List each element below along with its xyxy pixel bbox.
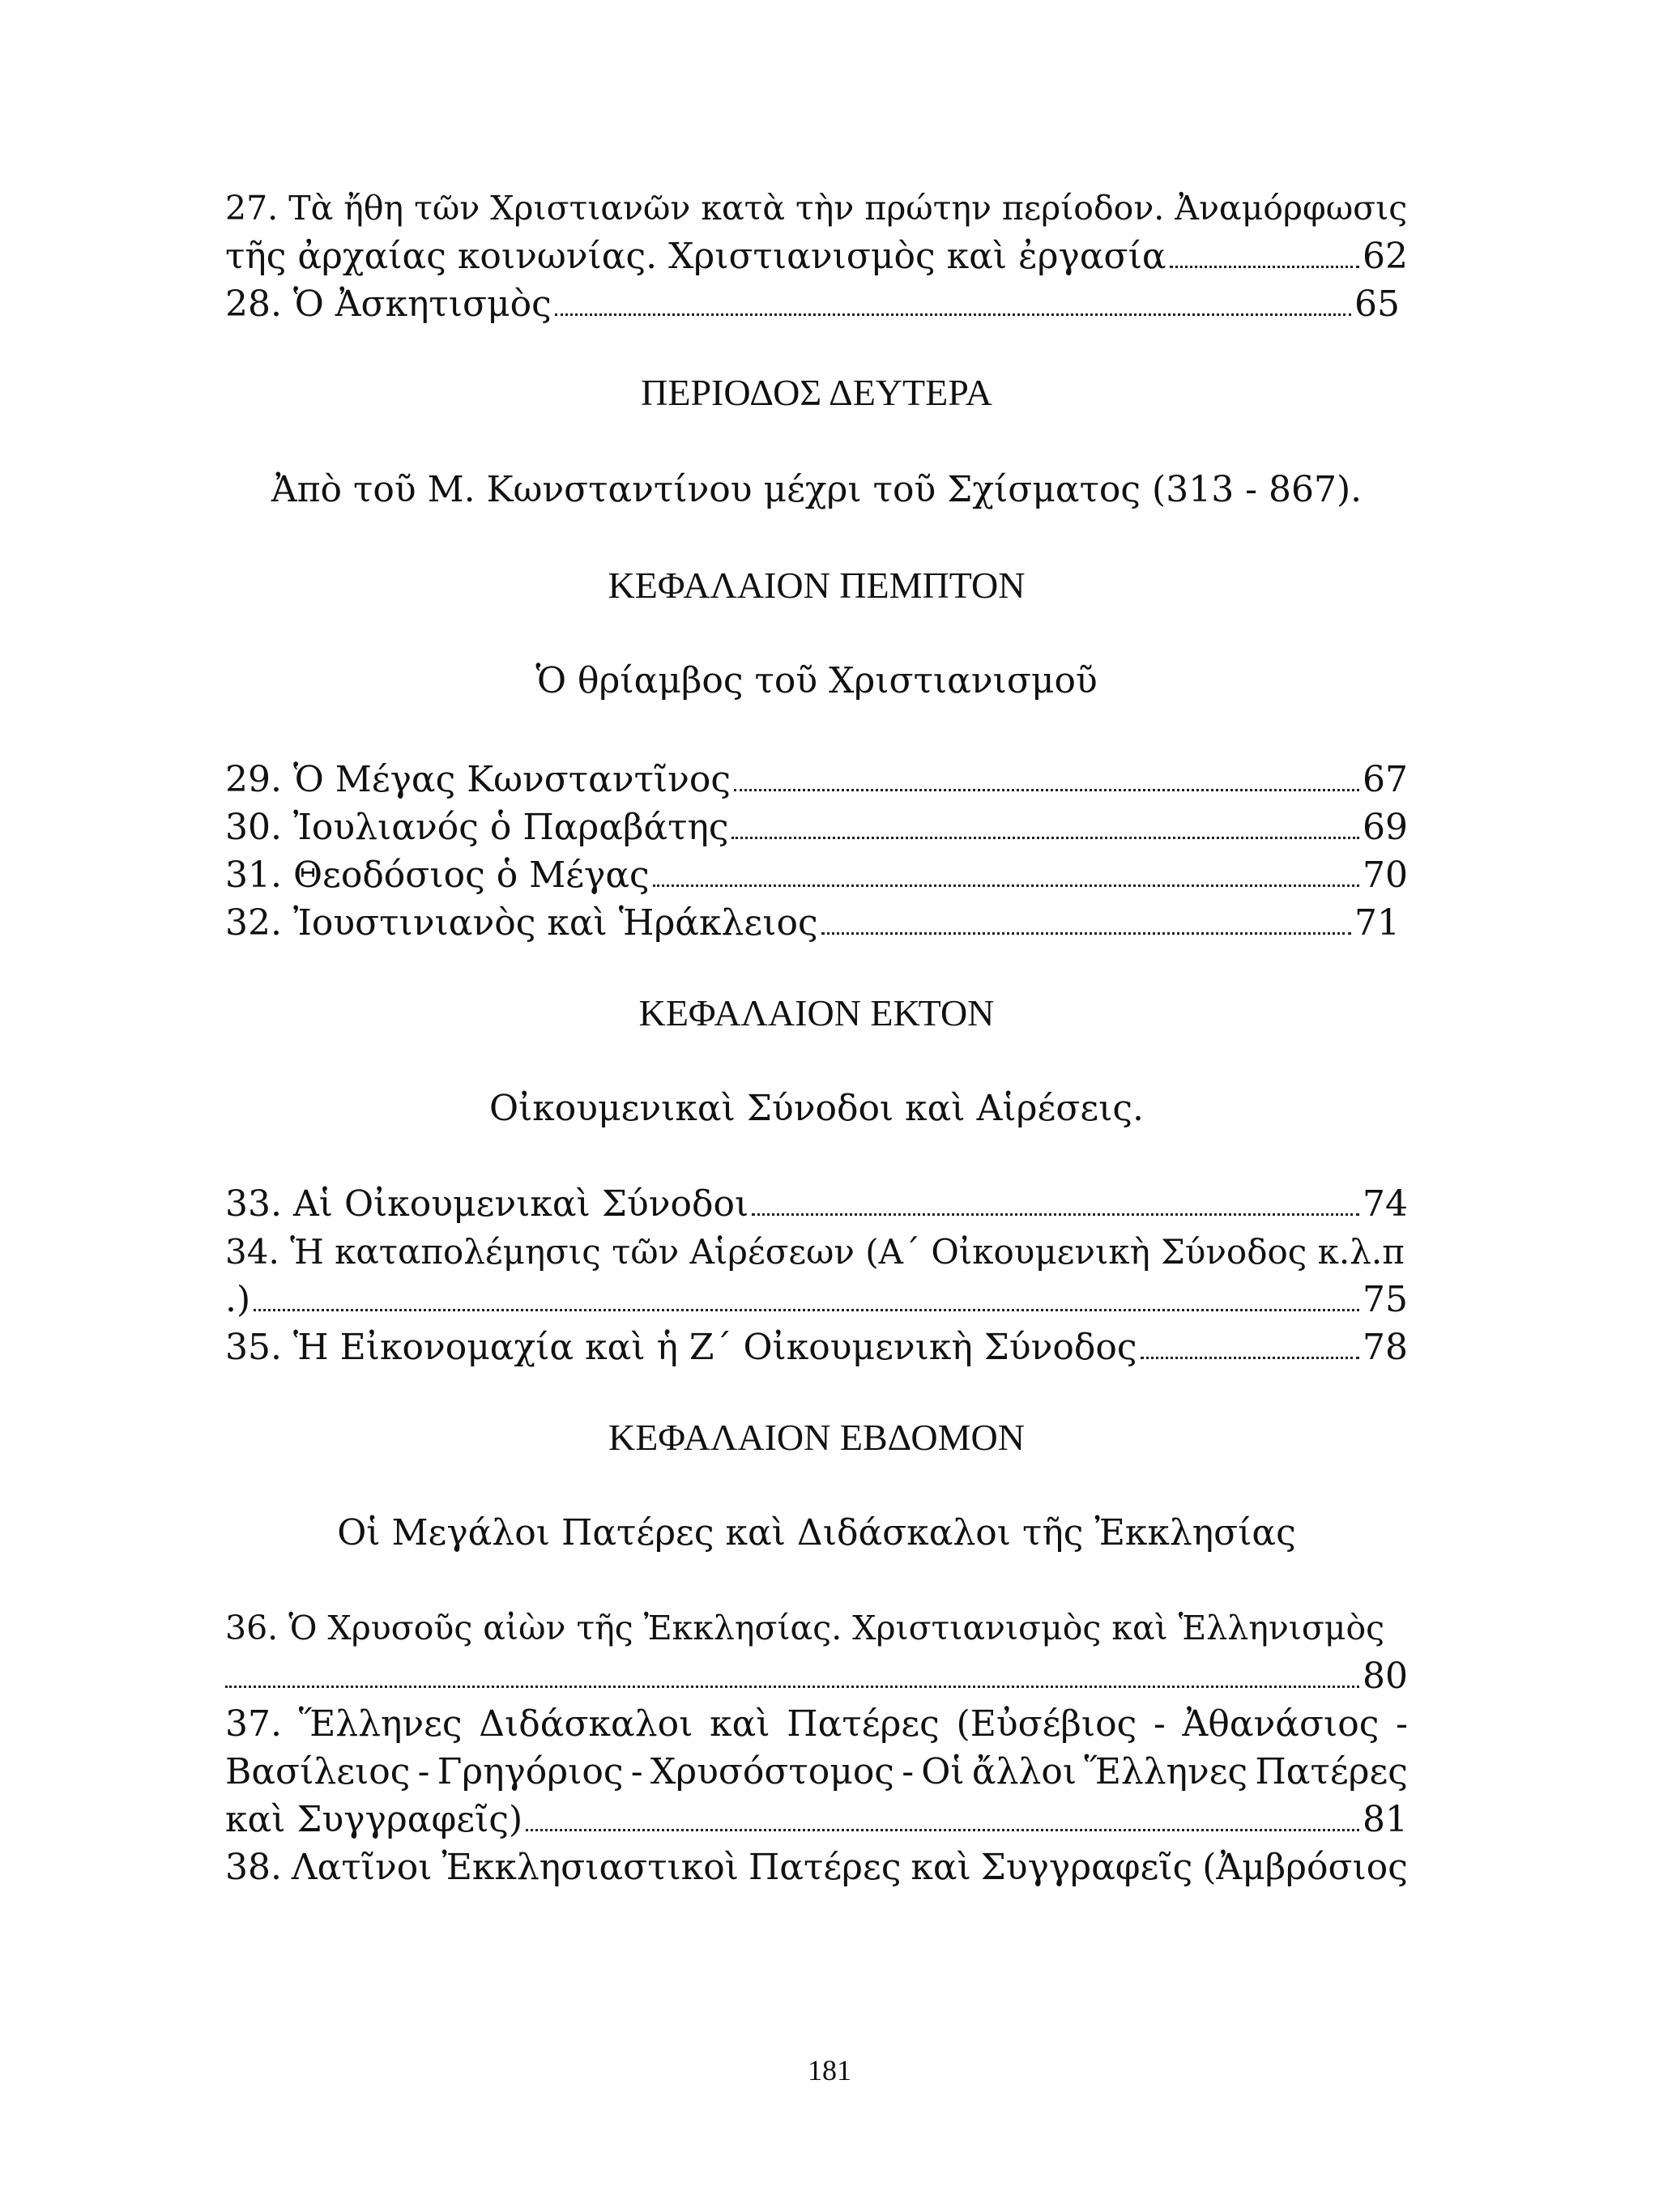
toc-entry-label: 33. Αἱ Οἰκουμενικαὶ Σύνοδοι bbox=[225, 1183, 749, 1225]
word: Ἕλληνες bbox=[1084, 1751, 1248, 1792]
toc-entry-34-line2 bbox=[225, 1276, 1408, 1323]
toc-entry-label: 31. Θεοδόσιος ὁ Μέγας bbox=[225, 855, 650, 896]
word: 37. bbox=[225, 1703, 282, 1745]
leader-dots bbox=[526, 1829, 1359, 1831]
page-number: 181 bbox=[808, 2054, 851, 2086]
word: καὶ bbox=[911, 1847, 971, 1888]
toc-page-number: 75 bbox=[1363, 1279, 1408, 1320]
toc-page-number: 81 bbox=[1363, 1799, 1408, 1840]
toc-entry-33 bbox=[225, 1180, 1408, 1228]
period-subtitle: Ἀπὸ τοῦ Μ. Κωνσταντίνου μέχρι τοῦ Σχίσματος (313 - 867). bbox=[271, 469, 1363, 510]
word: Συγγραφεῖς bbox=[980, 1847, 1193, 1888]
leader-dots bbox=[555, 313, 1351, 316]
toc-entry-32 bbox=[225, 899, 1408, 947]
toc-entry-31 bbox=[225, 851, 1408, 899]
toc-entry-34-line1: 34. Ἡ καταπολέμησις τῶν Αἱρέσεων (Α΄ Οἰκουμενικὴ Σύνοδος κ.λ.π bbox=[225, 1232, 1405, 1272]
word: Λατῖνοι bbox=[291, 1847, 433, 1888]
word: - bbox=[1153, 1703, 1166, 1745]
toc-page-number: 78 bbox=[1363, 1327, 1408, 1368]
toc-entry-label: 35. Ἡ Εἰκονομαχία καὶ ἡ Ζ΄ Οἰκουμενικὴ Σύνοδος bbox=[225, 1327, 1137, 1368]
word: Ἀθανάσιος bbox=[1182, 1703, 1380, 1745]
toc-entry-36-line1: 36. Ὁ Χρυσοῦς αἰὼν τῆς Ἐκκλησίας. Χριστιανισμὸς καὶ Ἑλληνισμὸς bbox=[225, 1609, 1385, 1647]
leader-dots bbox=[225, 1686, 1359, 1688]
word: ἄλλοι bbox=[971, 1751, 1077, 1792]
toc-entry-label: 29. Ὁ Μέγας Κωνσταντῖνος bbox=[225, 759, 731, 800]
toc-entry-37-line1 bbox=[225, 1700, 1408, 1748]
leader-dots bbox=[821, 932, 1351, 935]
word: Γρηγόριος bbox=[437, 1751, 624, 1792]
word: - bbox=[630, 1751, 643, 1792]
word: Πατέρες bbox=[748, 1847, 902, 1888]
toc-entry-35 bbox=[225, 1323, 1408, 1371]
leader-dots bbox=[734, 789, 1359, 791]
leader-dots bbox=[1141, 1357, 1359, 1359]
toc-entry-29 bbox=[225, 756, 1408, 803]
chapter-5-heading: ΚΕΦΑΛΑΙΟΝ ΠΕΜΠΤΟΝ bbox=[608, 565, 1026, 606]
leader-dots bbox=[752, 1213, 1359, 1216]
word: - bbox=[417, 1751, 430, 1792]
toc-page bbox=[225, 185, 1408, 1891]
toc-page-number: 65 bbox=[1354, 283, 1400, 325]
word: 38. bbox=[225, 1847, 282, 1888]
chapter-7-subtitle: Οἱ Μεγάλοι Πατέρες καὶ Διδάσκαλοι τῆς Ἐκκλησίας bbox=[337, 1512, 1296, 1554]
toc-page-number: 62 bbox=[1363, 236, 1408, 277]
chapter-6-heading: ΚΕΦΑΛΑΙΟΝ ΕΚΤΟΝ bbox=[638, 992, 995, 1034]
word: Πατέρες bbox=[787, 1703, 940, 1745]
chapter-7-heading: ΚΕΦΑΛΑΙΟΝ ΕΒΔΟΜΟΝ bbox=[608, 1417, 1025, 1458]
toc-entry-28 bbox=[225, 280, 1408, 328]
word: (Ἀμβρόσιος bbox=[1202, 1847, 1408, 1888]
toc-page-number: 67 bbox=[1363, 759, 1408, 800]
word: Οἱ bbox=[921, 1751, 965, 1792]
toc-entry-label: καὶ Συγγραφεῖς) bbox=[225, 1799, 523, 1840]
leader-dots bbox=[1170, 266, 1359, 268]
toc-entry-37-line3 bbox=[225, 1796, 1408, 1843]
toc-entry-label: 30. Ἰουλιανός ὁ Παραβάτης bbox=[225, 807, 729, 848]
word: Ἕλληνες bbox=[298, 1703, 463, 1745]
toc-entry-37-line2 bbox=[225, 1748, 1408, 1796]
toc-entry-30 bbox=[225, 803, 1408, 851]
leader-dots bbox=[653, 884, 1359, 887]
word: καὶ bbox=[710, 1703, 770, 1745]
period-heading: ΠΕΡΙΟΔΟΣ ΔΕΥΤΕΡΑ bbox=[641, 372, 992, 413]
toc-page-number: 71 bbox=[1354, 902, 1400, 944]
word: Χρυσόστομος bbox=[650, 1751, 894, 1792]
toc-entry-label: 28. Ὁ Ἀσκητισμὸς bbox=[225, 283, 552, 325]
toc-entry-label: τῆς ἀρχαίας κοινωνίας. Χριστιανισμὸς καὶ ἐργασία bbox=[225, 236, 1166, 277]
leader-dots bbox=[731, 837, 1359, 839]
toc-entry-36-line2 bbox=[225, 1652, 1408, 1700]
chapter-5-subtitle: Ὁ θρίαμβος τοῦ Χριστιανισμοῦ bbox=[535, 660, 1098, 701]
toc-page-number: 80 bbox=[1363, 1656, 1408, 1697]
toc-page-number: 70 bbox=[1363, 855, 1408, 896]
toc-entry-27-line2 bbox=[225, 232, 1408, 280]
toc-page-number: 69 bbox=[1363, 807, 1408, 848]
word: Βασίλειος bbox=[225, 1751, 411, 1792]
word: Πατέρες bbox=[1255, 1751, 1408, 1792]
toc-entry-label: .) bbox=[225, 1279, 251, 1320]
word: (Εὐσέβιος bbox=[956, 1703, 1137, 1745]
toc-entry-27-line1: 27. Τὰ ἤθη τῶν Χριστιανῶν κατὰ τὴν πρώτην περίοδον. Ἀναμόρφωσις bbox=[225, 189, 1408, 228]
toc-entry-label: 32. Ἰουστινιανὸς καὶ Ἡράκλειος bbox=[225, 902, 818, 944]
toc-entry-38-line1 bbox=[225, 1843, 1408, 1891]
word: - bbox=[902, 1751, 915, 1792]
chapter-6-subtitle: Οἰκουμενικαὶ Σύνοδοι καὶ Αἱρέσεις. bbox=[488, 1088, 1145, 1129]
word: Διδάσκαλοι bbox=[479, 1703, 693, 1745]
leader-dots bbox=[254, 1309, 1359, 1311]
toc-page-number: 74 bbox=[1363, 1183, 1408, 1225]
word: Ἐκκλησιαστικοὶ bbox=[441, 1847, 740, 1888]
word: - bbox=[1396, 1703, 1408, 1745]
